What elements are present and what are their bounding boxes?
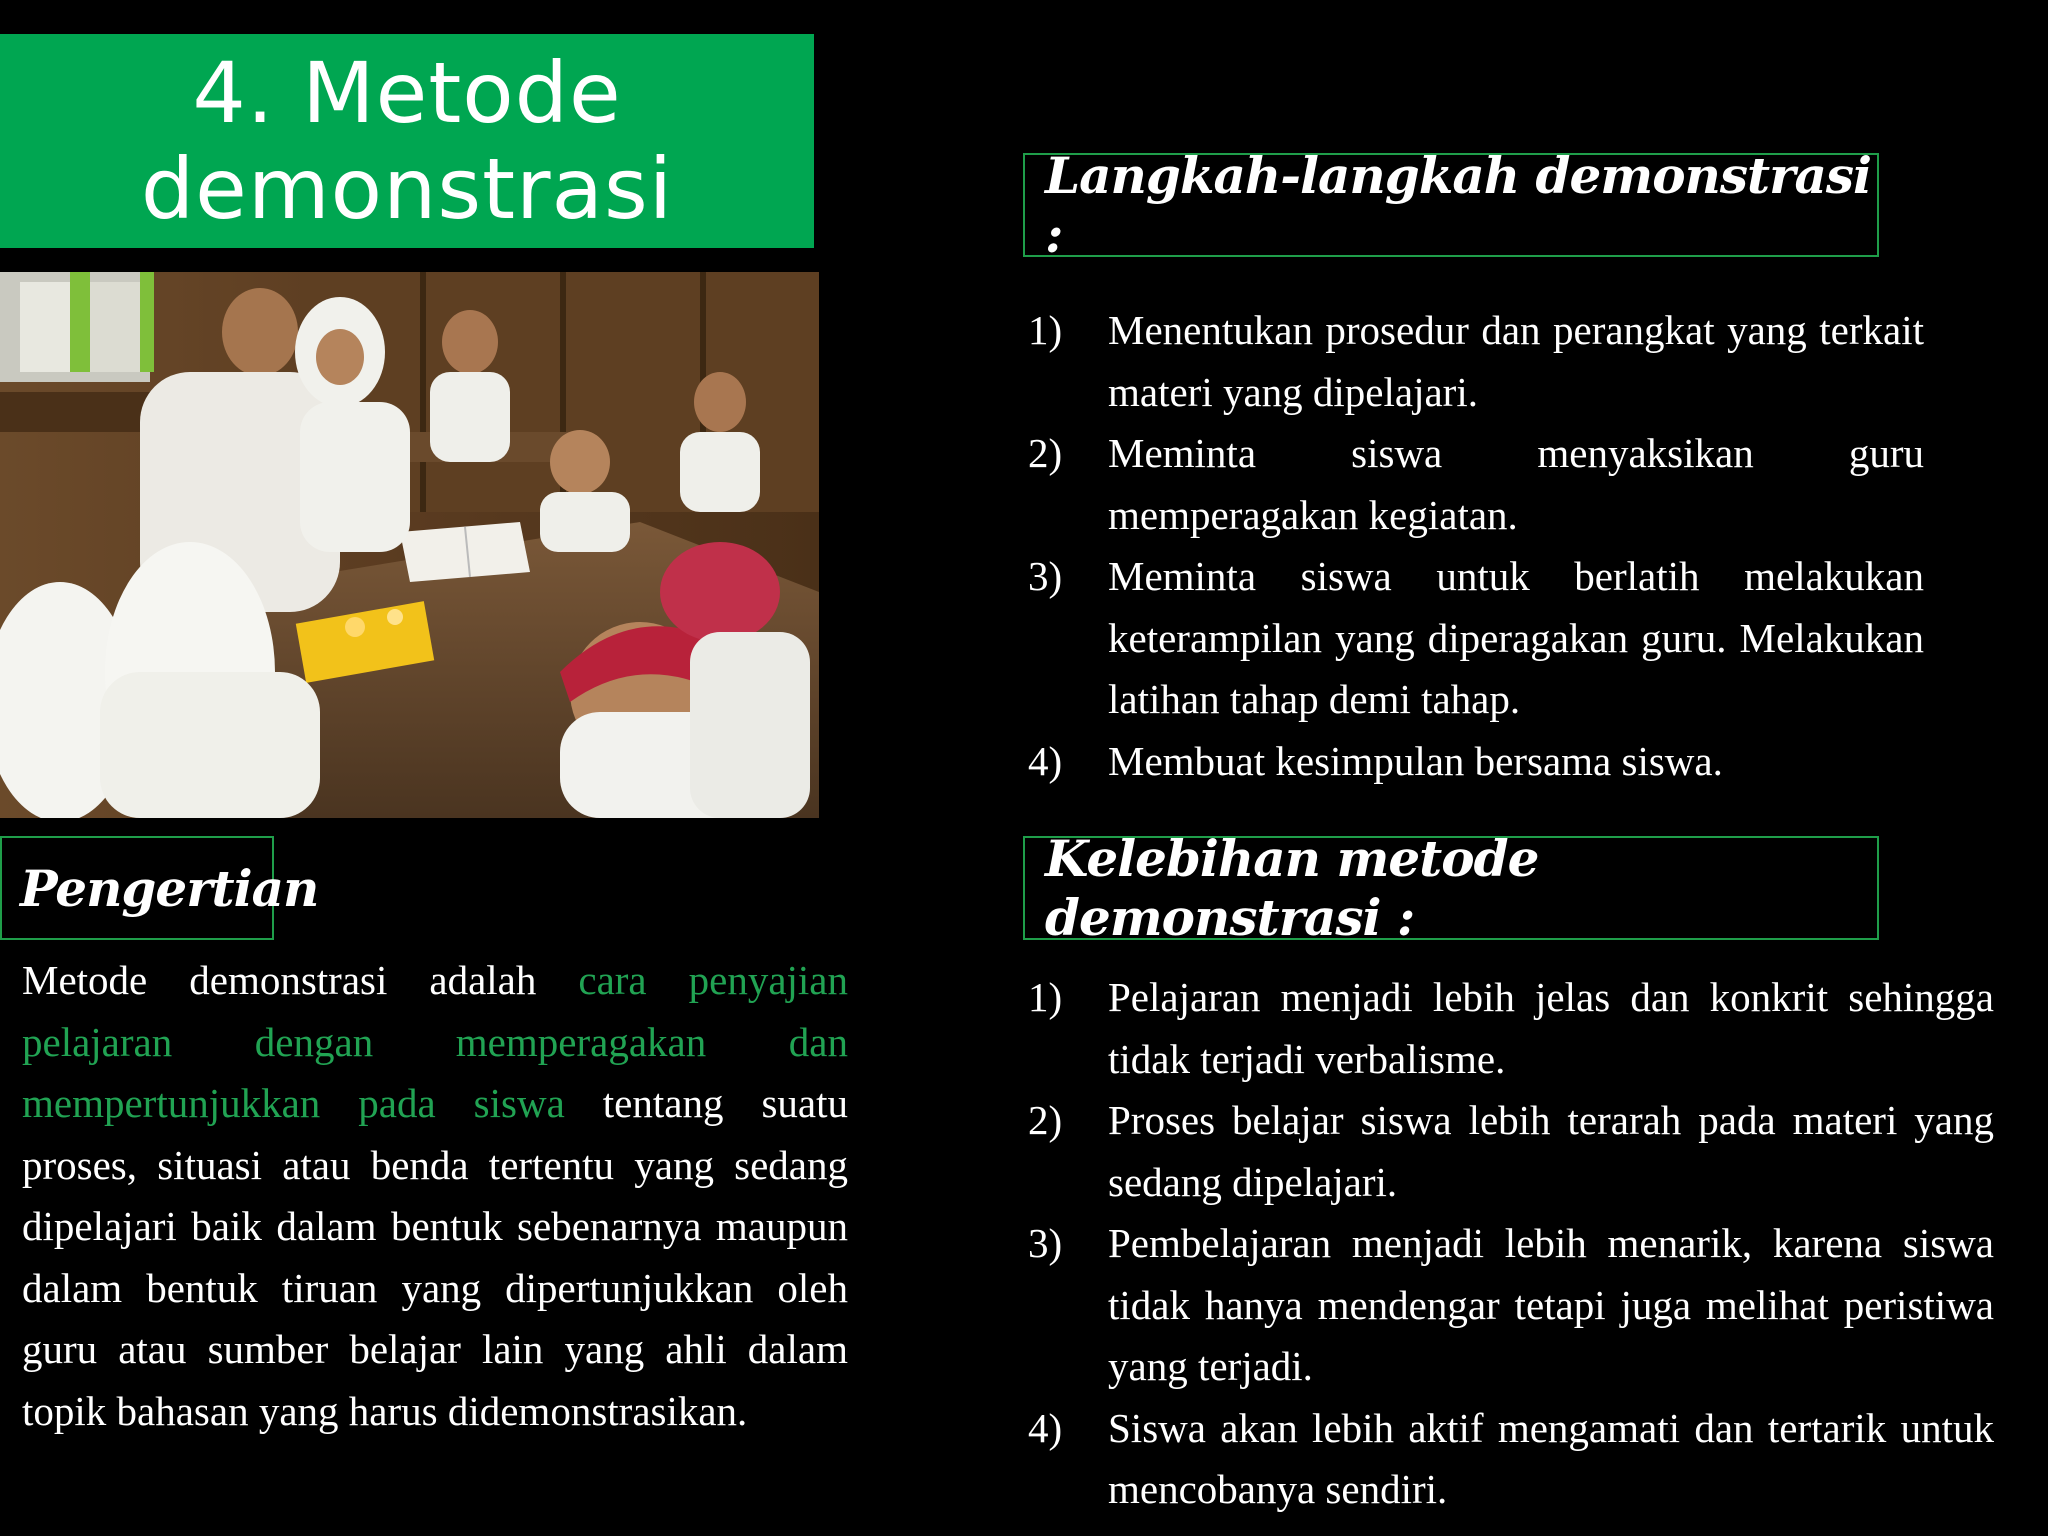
list-item xyxy=(1028,1090,1994,1213)
list-item-number: 1) xyxy=(1028,974,1063,1020)
definition-header-box xyxy=(0,836,319,940)
list-item xyxy=(1028,423,1924,546)
list-item-text: Siswa akan lebih aktif mengamati dan tertarik untuk mencobanya sendiri. xyxy=(1108,1404,1994,1512)
list-item xyxy=(1028,731,1924,793)
list-item xyxy=(1028,967,1994,1090)
steps-header-text: Langkah-langkah demonstrasi : xyxy=(1045,146,1872,264)
advantages-header-text: Kelebihan metode demonstrasi : xyxy=(1045,829,1539,947)
list-item-text: Meminta siswa untuk berlatih melakukan keterampilan yang diperagakan guru. Melakukan latihan tahap demi tahap. xyxy=(1108,553,1924,722)
list-item-number: 4) xyxy=(1028,1404,1063,1451)
list-item-text: Pelajaran menjadi lebih jelas dan konkrit sehingga tidak terjadi verbalisme. xyxy=(1108,974,1994,1082)
list-item-text: Meminta siswa menyaksikan guru memperagakan kegiatan. xyxy=(1108,430,1924,538)
list-item-text: Menentukan prosedur dan perangkat yang terkait materi yang dipelajari. xyxy=(1108,307,1924,415)
slide-title-line-2: demonstrasi xyxy=(140,140,674,238)
list-item-text: Membuat kesimpulan bersama siswa. xyxy=(1108,737,1723,784)
advantages-header-box xyxy=(1023,829,1879,947)
classroom-demonstration-photo xyxy=(0,272,819,818)
definition-paragraph xyxy=(22,950,848,1442)
list-item-number: 2) xyxy=(1028,1097,1063,1143)
list-item-text: Pembelajaran menjadi lebih menarik, karena siswa tidak hanya mendengar tetapi juga melihat peristiwa yang terjadi. xyxy=(1108,1220,1994,1389)
list-item xyxy=(1028,546,1924,731)
definition-text-highlight: cara penyajian pelajaran dengan memperagakan dan mempertunjukkan pada siswa xyxy=(22,957,848,1126)
slide-title-line-1: 4. Metode xyxy=(192,44,622,142)
steps-header-box xyxy=(1023,146,1879,264)
list-item-number: 3) xyxy=(1028,1220,1063,1266)
advantages-list xyxy=(1028,967,1994,1521)
steps-list xyxy=(1028,300,1924,792)
list-item-number: 1) xyxy=(1028,307,1063,353)
definition-text-after: tentang suatu proses, situasi atau benda tertentu yang sedang dipelajari baik dalam bentuk sebenarnya maupun dalam bentuk tiruan yang dipertunjukkan oleh guru atau sumber belajar lain yang ahli dalam topik bahasan yang harus didemonstrasikan. xyxy=(22,1080,848,1434)
list-item-number: 2) xyxy=(1028,430,1063,476)
list-item-number: 4) xyxy=(1028,737,1063,784)
slide-title-banner xyxy=(0,34,814,248)
list-item xyxy=(1028,1213,1994,1398)
definition-text-before: Metode demonstrasi adalah xyxy=(22,957,579,1003)
definition-header-text: Pengertian xyxy=(20,858,319,918)
list-item xyxy=(1028,300,1924,423)
list-item-text: Proses belajar siswa lebih terarah pada materi yang sedang dipelajari. xyxy=(1108,1097,1994,1205)
classroom-photo-illustration xyxy=(0,272,819,818)
list-item-number: 3) xyxy=(1028,553,1063,599)
list-item xyxy=(1028,1398,1994,1521)
